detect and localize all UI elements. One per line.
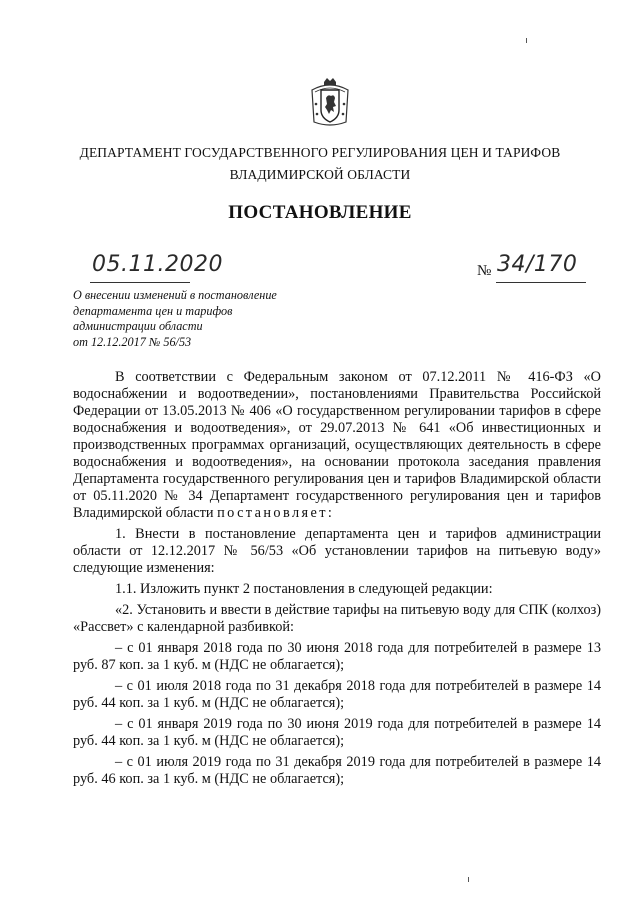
subject-line: от 12.12.2017 № 56/53 (73, 334, 192, 349)
subject-line: О внесении изменений в постановление (73, 288, 277, 302)
document-body (73, 369, 601, 788)
item-1: 1. Внести в постановление департамента цен и тарифов администрации области от 12.12.2017 № 56/53 «Об установлении тарифов на питьевую воду» следующие изменения: (73, 526, 601, 576)
tariff-period: – с 01 июля 2019 года по 31 декабря 2019 года для потребителей в размере 14 руб. 46 коп. за 1 куб. м (НДС не облагается); (73, 754, 601, 787)
preamble-paragraph (73, 369, 601, 522)
document-title: ПОСТАНОВЛЕНИЕ (228, 202, 412, 223)
subject-line: администрации области (73, 319, 203, 333)
scan-mark (468, 877, 469, 882)
date-underline (90, 282, 190, 283)
document-number: 34/170 (497, 252, 578, 277)
decision-keyword: постановляет: (217, 505, 335, 521)
scan-mark (526, 38, 527, 43)
number-label: № (477, 263, 492, 279)
item-2-quote: «2. Установить и ввести в действие тарифы на питьевую воду для СПК (колхоз) «Рассвет» с календарной разбивкой: (73, 602, 601, 635)
number-underline (496, 282, 586, 283)
coat-of-arms-icon (309, 76, 351, 128)
tariff-period: – с 01 января 2018 года по 30 июня 2018 года для потребителей в размере 13 руб. 87 коп. за 1 куб. м (НДС не облагается); (73, 640, 601, 673)
department-region: ВЛАДИМИРСКОЙ ОБЛАСТИ (229, 167, 411, 182)
tariff-period: – с 01 января 2019 года по 30 июня 2019 года для потребителей в размере 14 руб. 44 коп. за 1 куб. м (НДС не облагается); (73, 716, 601, 749)
department-name: ДЕПАРТАМЕНТ ГОСУДАРСТВЕННОГО РЕГУЛИРОВАНИЯ ЦЕН И ТАРИФОВ (79, 145, 561, 160)
document-date: 05.11.2020 (92, 252, 223, 277)
tariff-period: – с 01 июля 2018 года по 31 декабря 2018 года для потребителей в размере 14 руб. 44 коп. за 1 куб. м (НДС не облагается); (73, 678, 601, 711)
document-subject (73, 288, 323, 350)
preamble-text: В соответствии с Федеральным законом от 07.12.2011 № 416-ФЗ «О водоснабжении и водоотведении», постановлениями Правительства Российской Федерации от 13.05.2013 № 406 «О государственном регулировании тарифов в сфере водоснабжения и водоотведения», от 29.07.2013 № 641 «Об инвестиционных и производственных программах организаций, осуществляющих деятельность в сфере водоснабжения и водоотведения», на основании протокола заседания правления Департамента государственного регулирования цен и тарифов Владимирской области от 05.11.2020 № 34 Департамент государственного регулирования цен и тарифов Владимирской области (73, 369, 601, 521)
item-1-1: 1.1. Изложить пункт 2 постановления в следующей редакции: (115, 581, 493, 597)
subject-line: департамента цен и тарифов (73, 303, 233, 318)
